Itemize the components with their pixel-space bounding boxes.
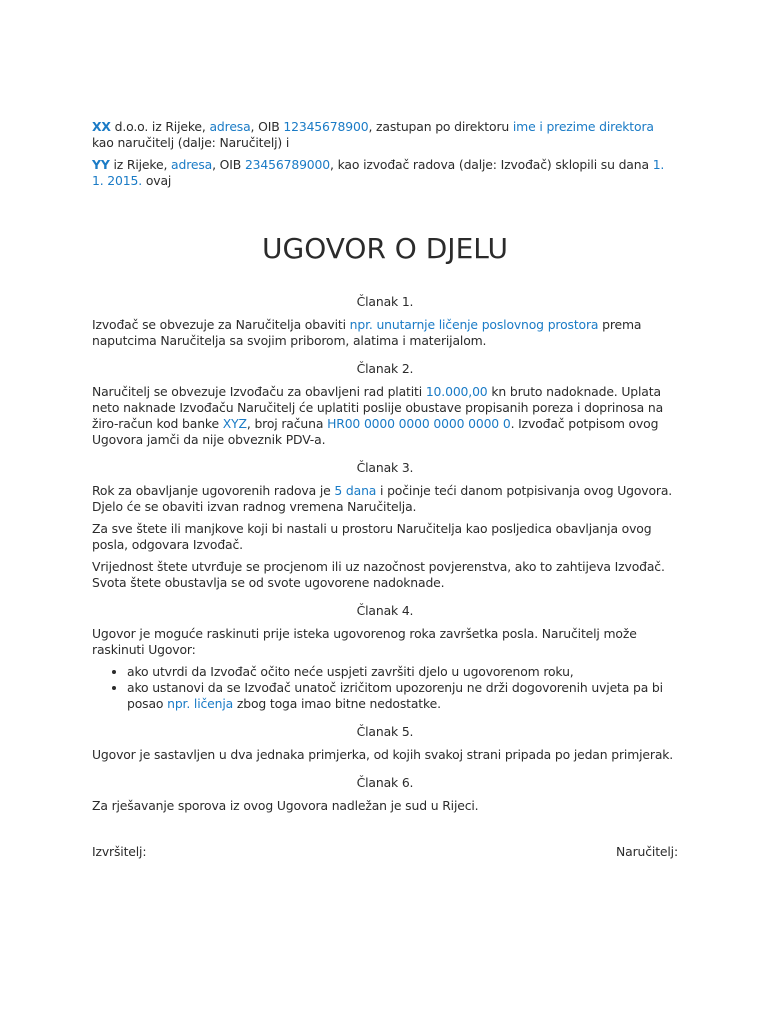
client-signature-label: Naručitelj: bbox=[616, 844, 678, 859]
intro-text: , OIB bbox=[250, 119, 284, 134]
work-example: npr. ličenja bbox=[167, 696, 234, 711]
intro-text: , zastupan po direktoru bbox=[368, 119, 513, 134]
bank-name: XYZ bbox=[222, 416, 247, 431]
intro-text: d.o.o. iz Rijeke, bbox=[110, 119, 210, 134]
article-4-heading: Članak 4. bbox=[356, 603, 414, 618]
article-4-paragraph-1: Ugovor je moguće raskinuti prije isteka ugovorenog roka završetka posla. Naručitelj može raskinuti Ugovor: bbox=[92, 626, 637, 657]
article-text: Rok za obavljanje ugovorenih radova je bbox=[92, 483, 335, 498]
article-text: prema naputcima Naručitelja sa svojim priborom, alatima i materijalom. bbox=[92, 317, 642, 348]
article-6-text: Za rješavanje sporova iz ovog Ugovora nadležan je sud u Rijeci. bbox=[92, 798, 479, 813]
intro-text: kao naručitelj (dalje: Naručitelj) i bbox=[92, 135, 290, 150]
article-2-text bbox=[92, 384, 678, 448]
article-text: Izvođač se obvezuje za Naručitelja obaviti bbox=[92, 317, 350, 332]
account-number: HR00 0000 0000 0000 0000 0 bbox=[327, 416, 511, 431]
list-item: • ako utvrdi da Izvođač očito neće uspjeti završiti djelo u ugovorenom roku, bbox=[127, 664, 678, 680]
signature-row bbox=[92, 844, 678, 860]
intro-contractor-paragraph bbox=[92, 157, 678, 189]
article-3-heading: Članak 3. bbox=[356, 460, 414, 475]
list-item-text: ako ustanovi da se Izvođač unatoč izričitom upozorenju ne drži dogovorenih uvjeta pa bi posao bbox=[127, 680, 663, 711]
list-item bbox=[127, 680, 678, 712]
article-5-text: Ugovor je sastavljen u dva jednaka primjerka, od kojih svakoj strani pripada po jedan primjerak. bbox=[92, 747, 674, 762]
article-6-heading: Članak 6. bbox=[356, 775, 414, 790]
article-2-heading: Članak 2. bbox=[356, 361, 414, 376]
list-item-text: zbog toga imao bitne nedostatke. bbox=[233, 696, 441, 711]
intro-text: iz Rijeke, bbox=[109, 157, 172, 172]
article-text: . Izvođač potpisom ovog Ugovora jamči da nije obveznik PDV-a. bbox=[92, 416, 659, 447]
contractor-signature-label: Izvršitelj: bbox=[92, 844, 147, 859]
article-1-text bbox=[92, 317, 678, 349]
contract-date: 1. 1. 2015. bbox=[92, 157, 665, 188]
client-company-name: XX bbox=[92, 119, 111, 134]
article-1-heading: Članak 1. bbox=[356, 294, 414, 309]
article-text: kn bruto nadoknade. Uplata neto naknade Izvođaču Naručitelj će uplatiti poslije obustave propisanih poreza i doprinosa na žiro-račun kod banke bbox=[92, 384, 664, 431]
article-text: , broj računa bbox=[246, 416, 328, 431]
contractor-address: adresa bbox=[171, 157, 213, 172]
document-title: UGOVOR O DJELU bbox=[262, 232, 508, 265]
payment-amount: 10.000,00 bbox=[425, 384, 488, 399]
article-3-paragraph-1 bbox=[92, 483, 678, 515]
article-5-heading: Članak 5. bbox=[356, 724, 414, 739]
article-3-paragraph-3: Vrijednost štete utvrđuje se procjenom ili uz nazočnost povjerenstva, ako to zahtijeva Izvođač. Svota štete obustavlja se od svote ugovorene nadoknade. bbox=[92, 559, 665, 590]
article-text: Naručitelj se obvezuje Izvođaču za obavljeni rad platiti bbox=[92, 384, 426, 399]
work-description: npr. unutarnje ličenje poslovnog prostora bbox=[349, 317, 599, 332]
contract-document bbox=[92, 119, 678, 860]
article-text: i počinje teći danom potpisivanja ovog Ugovora. Djelo će se obaviti izvan radnog vremena Naručitelja. bbox=[92, 483, 673, 514]
intro-text: ovaj bbox=[142, 173, 172, 188]
deadline-value: 5 dana bbox=[334, 483, 377, 498]
client-address: adresa bbox=[209, 119, 251, 134]
client-director: ime i prezime direktora bbox=[512, 119, 654, 134]
intro-client-paragraph bbox=[92, 119, 678, 151]
termination-conditions-list bbox=[92, 664, 678, 712]
article-3-paragraph-2: Za sve štete ili manjkove koji bi nastali u prostoru Naručitelja kao posljedica obavljanja ovog posla, odgovara Izvođač. bbox=[92, 521, 652, 552]
client-oib: 12345678900 bbox=[283, 119, 369, 134]
intro-text: , OIB bbox=[212, 157, 245, 172]
contractor-oib: 23456789000 bbox=[244, 157, 331, 172]
intro-text: , kao izvođač radova (dalje: Izvođač) sklopili su dana bbox=[330, 157, 653, 172]
contractor-name: YY bbox=[92, 157, 110, 172]
